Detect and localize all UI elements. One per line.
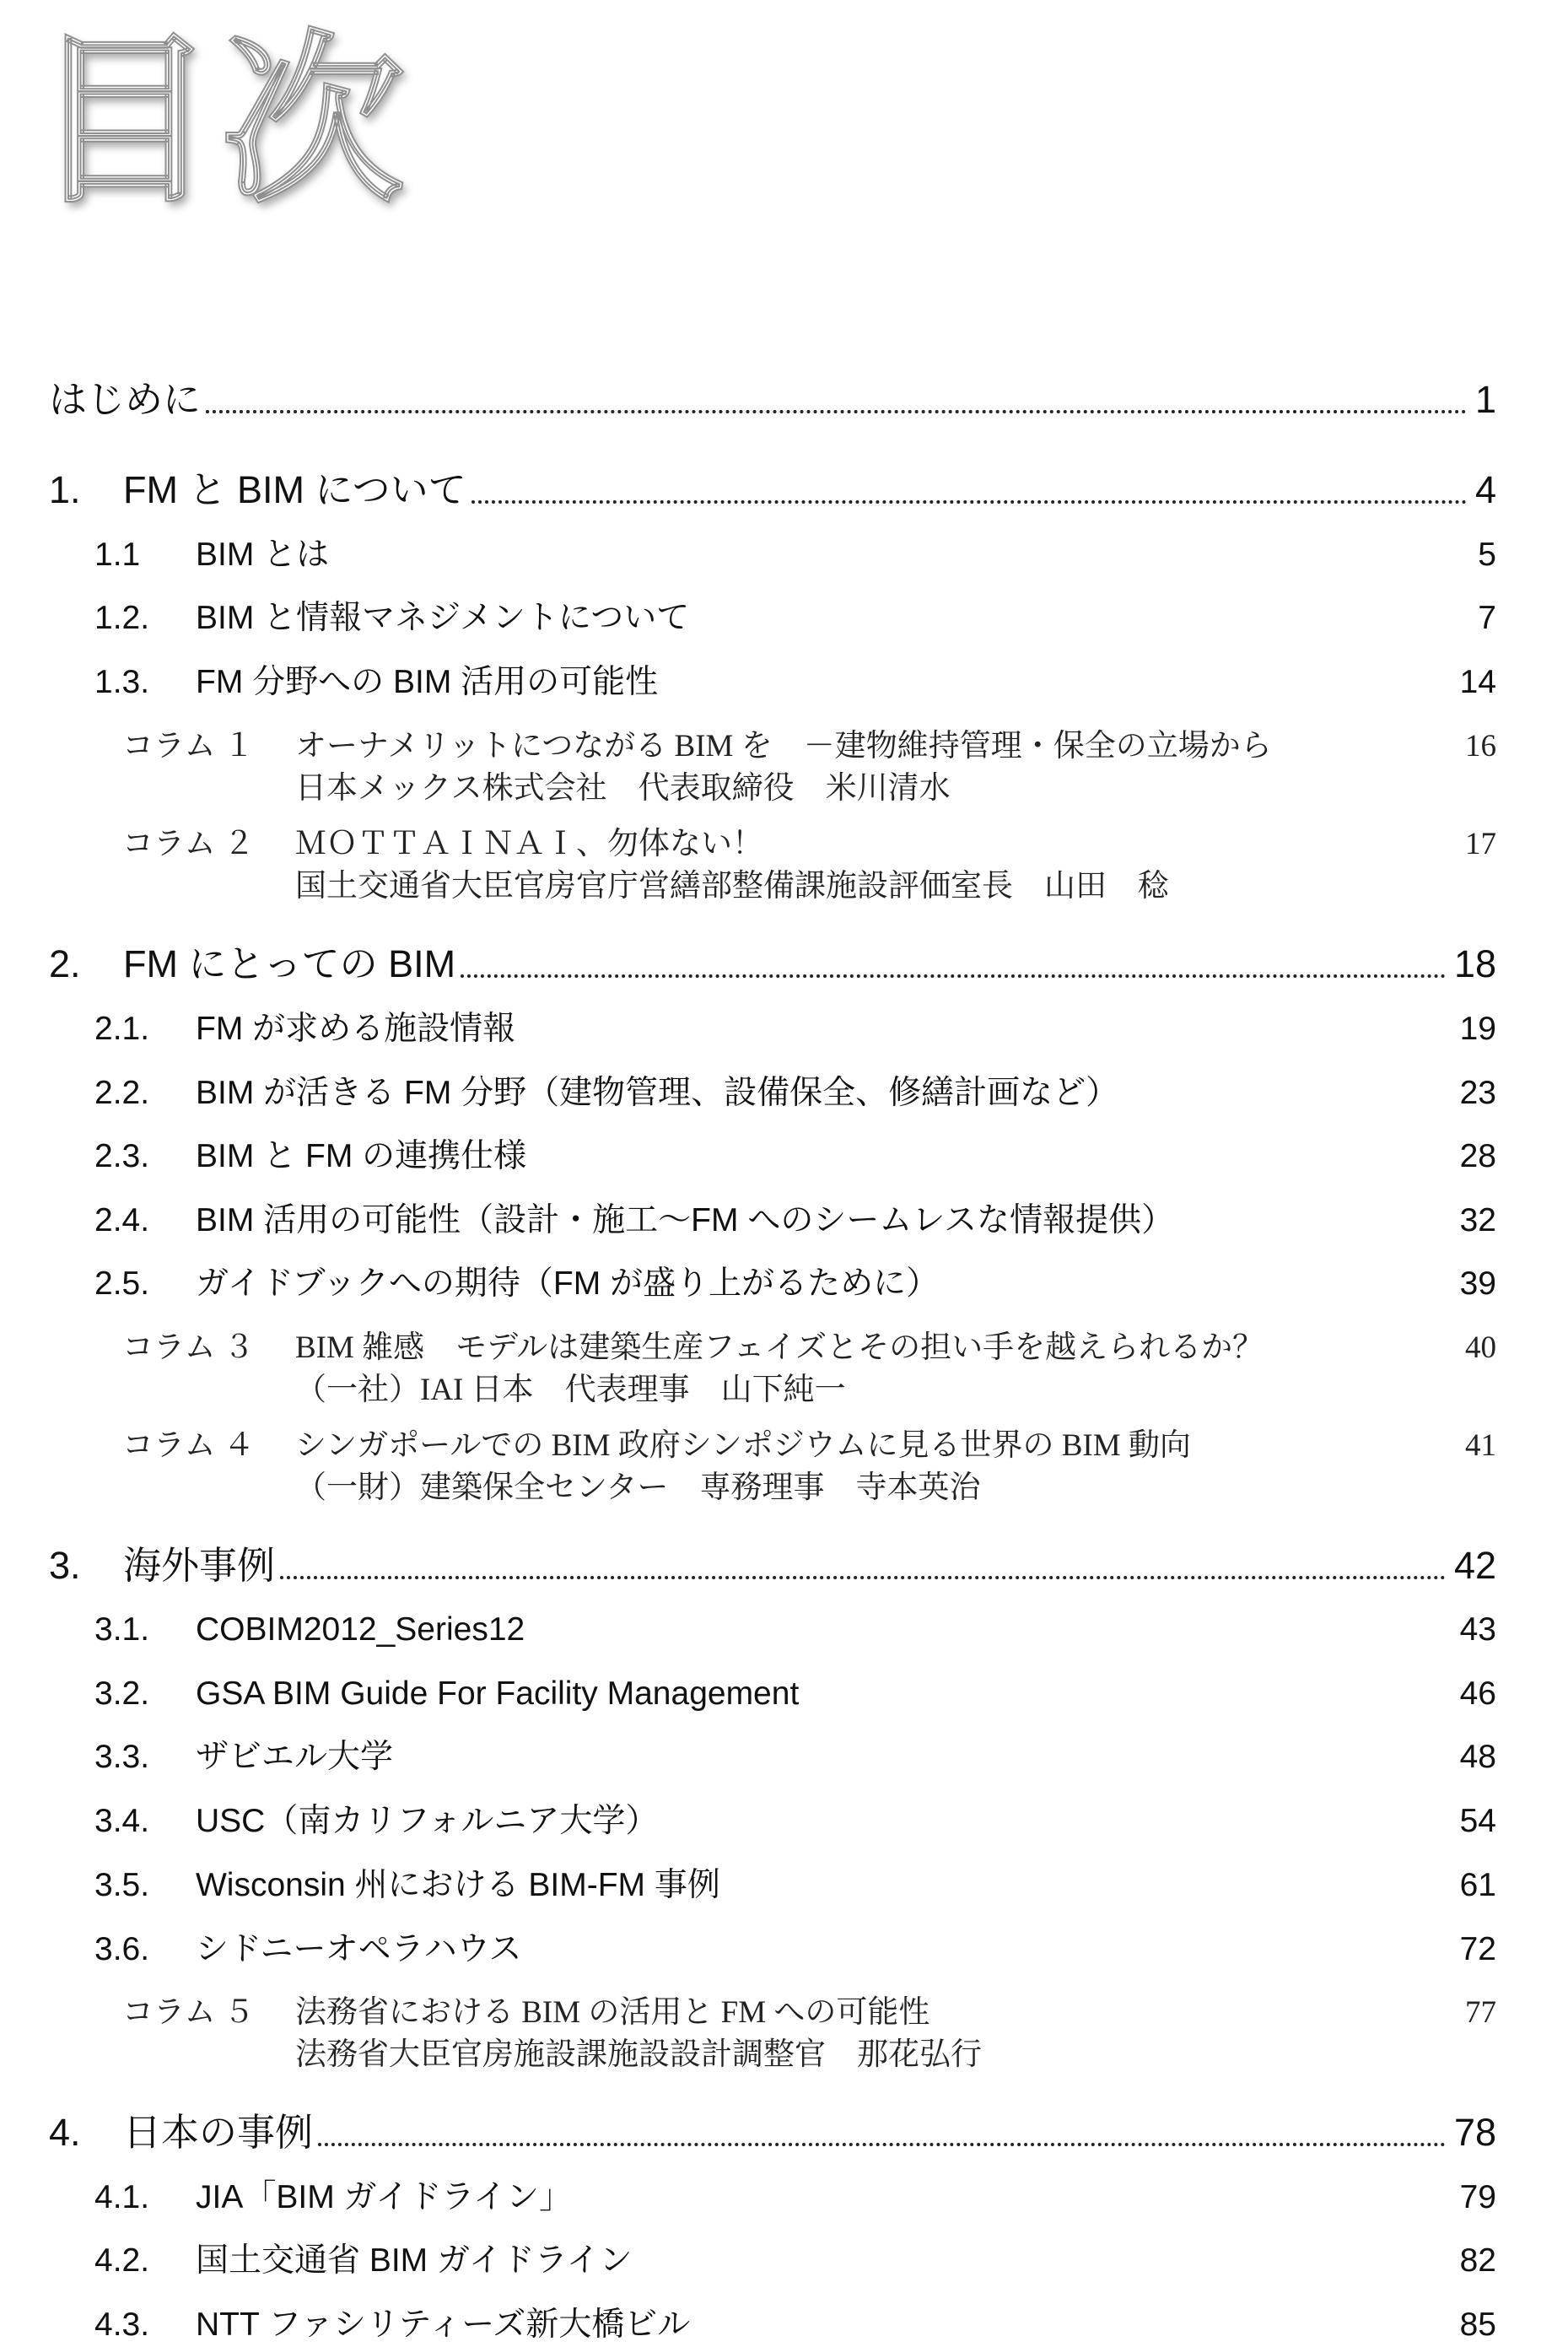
toc-entry-number: 4. [49, 2111, 81, 2154]
toc-chapter-3[interactable] [49, 1542, 1496, 1589]
column-title: ＭＯＴＴＡＩＮＡＩ、勿体ない！ [295, 827, 763, 861]
toc-entry-page: 85 [1459, 2307, 1496, 2343]
column-page: 17 [1465, 827, 1496, 861]
toc-entry-number: 3.2. [94, 1675, 150, 1712]
toc-entry-page: 5 [1478, 537, 1496, 573]
toc-entry-page: 78 [1453, 2111, 1496, 2154]
toc-section-3-5[interactable] [94, 1864, 1496, 1907]
toc-entry-page: 42 [1453, 1544, 1496, 1587]
toc-entry-text: BIM と FM の連携仕様 [196, 1138, 527, 1174]
toc-entry-number: 3.1. [94, 1611, 150, 1648]
toc-entry-text: ガイドブックへの期待（FM が盛り上がるために） [196, 1265, 940, 1302]
toc-entry-number: 1. [49, 468, 81, 511]
toc-entry-text: USC（南カリフォルニア大学） [196, 1803, 659, 1839]
toc-section-1-2[interactable] [94, 597, 1496, 639]
column-title: オーナメリットにつながる BIM を －建物維持管理・保全の立場から [295, 729, 1272, 763]
toc-section-1-3[interactable] [94, 661, 1496, 704]
toc-entry-number: 4.2. [94, 2242, 150, 2279]
toc-section-3-6[interactable] [94, 1929, 1496, 1971]
toc-entry-page: 48 [1459, 1739, 1496, 1775]
toc-section-1-1[interactable] [94, 534, 1496, 576]
toc-entry-page: 18 [1453, 942, 1496, 985]
column-label: コラム ３ [122, 1330, 255, 1365]
toc-entry-number: 4.3. [94, 2307, 150, 2343]
toc-entry-text: BIM とは [196, 537, 330, 573]
toc-section-4-3[interactable] [94, 2304, 1496, 2346]
toc-entry-text: 海外事例 [123, 1544, 276, 1587]
toc-entry-page: 82 [1459, 2242, 1496, 2279]
column-page: 77 [1465, 1995, 1496, 2030]
toc-entry-text: 国土交通省 BIM ガイドライン [196, 2242, 633, 2279]
column-author: （一社）IAI 日本 代表理事 山下純一 [295, 1373, 846, 1407]
column-label: コラム ５ [122, 1995, 255, 2030]
toc-entry-number: 2. [49, 942, 81, 985]
toc-entry-text: FM 分野への BIM 活用の可能性 [196, 664, 659, 700]
toc-entry-text: はじめに [49, 378, 202, 421]
toc-entry-number: 3.6. [94, 1931, 150, 1967]
toc-chapter-2[interactable] [49, 941, 1496, 988]
toc-section-3-2[interactable] [94, 1673, 1496, 1715]
toc-entry-page: 43 [1459, 1611, 1496, 1648]
leader-dots [471, 500, 1467, 504]
leader-dots [280, 1576, 1446, 1579]
toc-chapter-4[interactable] [49, 2109, 1496, 2156]
toc-entry-text: FM にとっての BIM [123, 942, 456, 985]
toc-entry-number: 3. [49, 1544, 81, 1587]
toc-chapter-1[interactable] [49, 467, 1496, 514]
column-title: 法務省における BIM の活用と FM への可能性 [295, 1995, 930, 2030]
toc-entry-page: 1 [1474, 378, 1496, 421]
column-title: シンガポールでの BIM 政府シンポジウムに見る世界の BIM 動向 [295, 1428, 1191, 1463]
toc-entry-number: 2.1. [94, 1011, 150, 1047]
toc-entry-page: 28 [1459, 1138, 1496, 1174]
toc-entry-page: 54 [1459, 1803, 1496, 1839]
toc-entry-number: 1.3. [94, 664, 150, 700]
column-author: 国土交通省大臣官房官庁営繕部整備課施設評価室長 山田 稔 [295, 869, 1169, 904]
toc-entry-page: 19 [1459, 1011, 1496, 1047]
column-label: コラム ２ [122, 827, 255, 861]
toc-entry-text: NTT ファシリティーズ新大橋ビル [196, 2307, 691, 2343]
toc-section-2-4[interactable] [94, 1200, 1496, 1242]
toc-section-4-1[interactable] [94, 2177, 1496, 2219]
column-page: 40 [1465, 1330, 1496, 1365]
toc-entry-number: 4.1. [94, 2179, 150, 2215]
toc-entry-text: GSA BIM Guide For Facility Management [196, 1675, 800, 1712]
leader-dots [318, 2143, 1446, 2146]
toc-entry-number: 3.4. [94, 1803, 150, 1839]
column-label: コラム １ [122, 729, 255, 763]
toc-entry-page: 46 [1459, 1675, 1496, 1712]
toc-entry-number: 2.3. [94, 1138, 150, 1174]
toc-entry-text: JIA「BIM ガイドライン」 [196, 2179, 573, 2215]
toc-entry-text: Wisconsin 州における BIM-FM 事例 [196, 1867, 720, 1903]
toc-entry-text: BIM が活きる FM 分野（建物管理、設備保全、修繕計画など） [196, 1075, 1119, 1111]
toc-entry-text: シドニーオペラハウス [196, 1931, 522, 1967]
toc-entry-number: 2.2. [94, 1075, 150, 1111]
page-title: 目次 [32, 15, 410, 229]
toc-entry-number: 1.2. [94, 600, 150, 636]
toc-entry-page: 61 [1459, 1867, 1496, 1903]
column-label: コラム ４ [122, 1428, 255, 1463]
toc-entry-text: 日本の事例 [123, 2111, 314, 2154]
toc-entry-page: 7 [1478, 600, 1496, 636]
column-author: 法務省大臣官房施設課施設設計調整官 那花弘行 [295, 2037, 982, 2072]
toc-entry-page: 72 [1459, 1931, 1496, 1967]
toc-section-2-3[interactable] [94, 1136, 1496, 1178]
toc-entry-text: FM が求める施設情報 [196, 1011, 516, 1047]
toc-entry-text: FM と BIM について [123, 468, 466, 511]
toc-section-3-4[interactable] [94, 1800, 1496, 1843]
toc-entry-intro[interactable] [49, 376, 1496, 424]
toc-entry-page: 23 [1459, 1075, 1496, 1111]
toc-entry-page: 14 [1459, 664, 1496, 700]
toc-entry-page: 4 [1474, 468, 1496, 511]
toc-entry-page: 32 [1459, 1202, 1496, 1238]
toc-section-2-5[interactable] [94, 1263, 1496, 1305]
toc-entry-text: ザビエル大学 [196, 1739, 394, 1775]
toc-section-3-1[interactable] [94, 1609, 1496, 1651]
toc-entry-number: 2.5. [94, 1265, 150, 1302]
toc-entry-number: 1.1 [94, 537, 141, 573]
toc-entry-page: 39 [1459, 1265, 1496, 1302]
toc-section-4-2[interactable] [94, 2240, 1496, 2282]
column-author: 日本メックス株式会社 代表取締役 米川清水 [295, 771, 951, 806]
toc-entry-text: BIM 活用の可能性（設計・施工～FM へのシームレスな情報提供） [196, 1202, 1175, 1238]
toc-section-3-3[interactable] [94, 1736, 1496, 1778]
column-page: 41 [1465, 1428, 1496, 1463]
column-title: BIM 雑感 モデルは建築生産フェイズとその担い手を越えられるか？ [295, 1330, 1264, 1365]
toc-section-2-2[interactable] [94, 1072, 1496, 1114]
toc-entry-text: BIM と情報マネジメントについて [196, 600, 690, 636]
column-author: （一財）建築保全センター 専務理事 寺本英治 [295, 1470, 981, 1505]
toc-entry-page: 79 [1459, 2179, 1496, 2215]
toc-entry-number: 3.5. [94, 1867, 150, 1903]
toc-entry-number: 2.4. [94, 1202, 150, 1238]
leader-dots [461, 974, 1446, 978]
column-page: 16 [1465, 729, 1496, 763]
toc-entry-text: COBIM2012_Series12 [196, 1611, 525, 1648]
toc-section-2-1[interactable] [94, 1008, 1496, 1050]
leader-dots [206, 410, 1467, 413]
toc-entry-number: 3.3. [94, 1739, 150, 1775]
